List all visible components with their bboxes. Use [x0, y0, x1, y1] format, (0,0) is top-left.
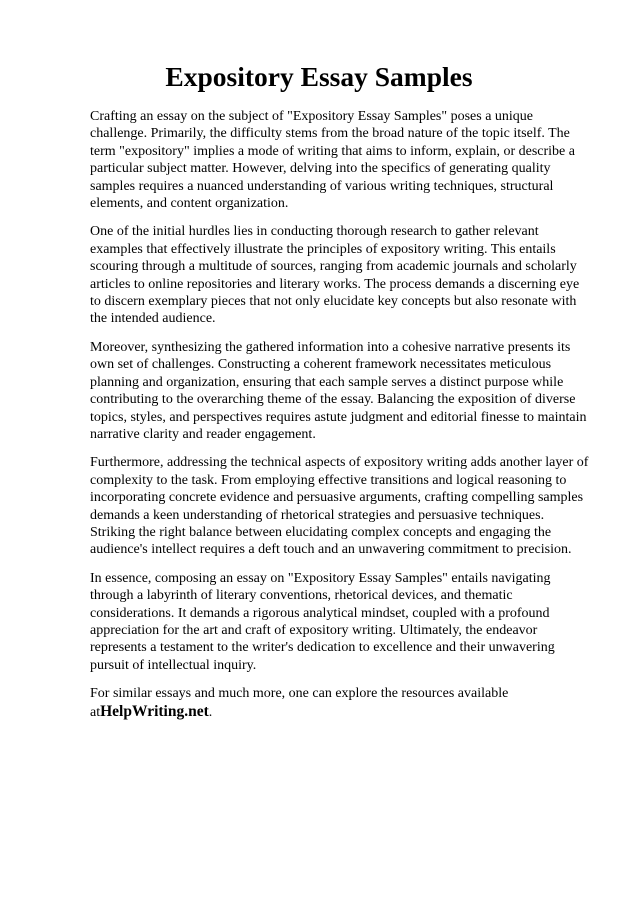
paragraph-2: One of the initial hurdles lies in conducting thorough research to gather relevant examples that effectively illustrate the principles of expository writing. This entails scouring through a multitude of sources, ranging from academic journals and scholarly articles to online repositories and literary works. The process demands a discerning eye to discern exemplary pieces that not only elucidate key concepts but also resonate with the intended audience. [90, 224, 580, 327]
paragraph-5: In essence, composing an essay on "Expository Essay Samples" entails navigating through a labyrinth of literary conventions, rhetorical devices, and thematic considerations. It demands a rigorous analytical mindset, coupled with a profound appreciation for the art and craft of expository writing. Ultimately, the endeavor represents a testament to the writer's dedication to excellence and their unwavering pursuit of intellectual inquiry. [90, 570, 555, 673]
closing-suffix: . [208, 704, 213, 720]
closing-text: For similar essays and much more, one can explore the resources available at [90, 686, 509, 720]
paragraph-3: Moreover, synthesizing the gathered information into a cohesive narrative presents its own set of challenges. Constructing a coherent framework necessitates meticulous planning and organization, ensuring that each sample serves a distinct purpose while contributing to the overarching theme of the essay. Balancing the exposition of diverse topics, styles, and perspectives requires astute judgment and editorial finesse to maintain narrative clarity and reader engagement. [90, 339, 587, 442]
helpwriting-link[interactable]: HelpWriting.net [100, 702, 209, 720]
page-title: Expository Essay Samples [165, 61, 473, 92]
closing-paragraph [90, 685, 592, 721]
paragraph-4: Furthermore, addressing the technical aspects of expository writing adds another layer of complexity to the task. From employing effective transitions and logical reasoning to incorporating concrete evidence and persuasive arguments, crafting compelling samples demands a keen understanding of rhetorical strategies and persuasive techniques. Striking the right balance between elucidating complex concepts and engaging the audience's intellect requires a deft touch and an unwavering commitment to precision. [90, 455, 589, 558]
paragraph-1: Crafting an essay on the subject of "Expository Essay Samples" poses a unique challenge. Primarily, the difficulty stems from the broad nature of the topic itself. The term "expository" implies a mode of writing that aims to inform, explain, or describe a particular subject matter. However, delving into the specifics of generating quality samples requires a nuanced understanding of various writing techniques, structural elements, and content organization. [90, 109, 575, 212]
